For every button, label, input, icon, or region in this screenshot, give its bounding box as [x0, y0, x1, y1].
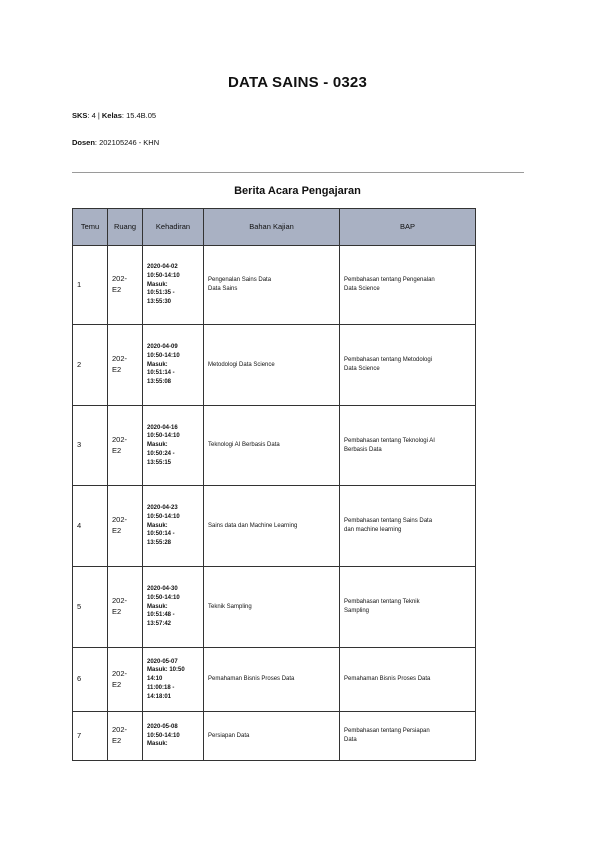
- cell-kehadiran: 2020-04-09 10:50-14:10 Masuk: 10:51:14 - 13:55:08: [143, 325, 204, 406]
- teaching-record-table: [72, 208, 476, 761]
- cell-temu: 6: [73, 648, 108, 712]
- kelas-value: : 15.4B.05: [121, 111, 157, 120]
- cell-temu: 5: [73, 567, 108, 648]
- dosen-value: : 202105246 - KHN: [94, 138, 160, 147]
- cell-bahan: Pemahaman Bisnis Proses Data: [204, 648, 340, 712]
- cell-bap: Pembahasan tentang Sains Data dan machine learning: [340, 486, 476, 567]
- table-header-row: [73, 209, 476, 246]
- sks-label: SKS: [72, 111, 88, 120]
- cell-kehadiran: 2020-04-16 10:50-14:10 Masuk: 10:50:24 - 13:55:15: [143, 406, 204, 486]
- course-meta: [72, 111, 156, 120]
- cell-bahan: Persiapan Data: [204, 712, 340, 761]
- dosen-label: Dosen: [72, 138, 95, 147]
- divider: [72, 172, 524, 173]
- col-ruang: Ruang: [108, 209, 143, 246]
- cell-kehadiran: 2020-05-07 Masuk: 10:50 14:10 11:00:18 - 14:18:01: [143, 648, 204, 712]
- cell-ruang: 202- E2: [108, 648, 143, 712]
- cell-bahan: Teknologi AI Berbasis Data: [204, 406, 340, 486]
- col-kehadiran: Kehadiran: [143, 209, 204, 246]
- table-row: [73, 648, 476, 712]
- cell-bahan: Metodologi Data Science: [204, 325, 340, 406]
- table-row: [73, 246, 476, 325]
- table-row: [73, 712, 476, 761]
- table-row: [73, 406, 476, 486]
- kelas-label: Kelas: [101, 111, 122, 120]
- cell-temu: 7: [73, 712, 108, 761]
- sks-value: : 4 |: [87, 111, 102, 120]
- cell-ruang: 202- E2: [108, 325, 143, 406]
- cell-bap: Pembahasan tentang Persiapan Data: [340, 712, 476, 761]
- page-title: DATA SAINS - 0323: [228, 74, 367, 91]
- cell-temu: 3: [73, 406, 108, 486]
- cell-kehadiran: 2020-05-08 10:50-14:10 Masuk:: [143, 712, 204, 761]
- cell-ruang: 202- E2: [108, 486, 143, 567]
- cell-bahan: Sains data dan Machine Learning: [204, 486, 340, 567]
- lecturer-meta: [72, 138, 159, 147]
- cell-ruang: 202- E2: [108, 246, 143, 325]
- cell-bahan: Pengenalan Sains Data Data Sains: [204, 246, 340, 325]
- cell-bap: Pemahaman Bisnis Proses Data: [340, 648, 476, 712]
- cell-bap: Pembahasan tentang Teknik Sampling: [340, 567, 476, 648]
- cell-bahan: Teknik Sampling: [204, 567, 340, 648]
- table-row: [73, 486, 476, 567]
- cell-bap: Pembahasan tentang Metodologi Data Science: [340, 325, 476, 406]
- section-title: Berita Acara Pengajaran: [234, 185, 361, 197]
- cell-bap: Pembahasan tentang Teknologi AI Berbasis Data: [340, 406, 476, 486]
- cell-kehadiran: 2020-04-02 10:50-14:10 Masuk: 10:51:35 - 13:55:30: [143, 246, 204, 325]
- cell-temu: 4: [73, 486, 108, 567]
- table-row: [73, 325, 476, 406]
- cell-kehadiran: 2020-04-23 10:50-14:10 Masuk: 10:50:14 - 13:55:28: [143, 486, 204, 567]
- cell-temu: 1: [73, 246, 108, 325]
- cell-ruang: 202- E2: [108, 712, 143, 761]
- cell-kehadiran: 2020-04-30 10:50-14:10 Masuk: 10:51:48 - 13:57:42: [143, 567, 204, 648]
- col-temu: Temu: [73, 209, 108, 246]
- cell-bap: Pembahasan tentang Pengenalan Data Science: [340, 246, 476, 325]
- cell-ruang: 202- E2: [108, 406, 143, 486]
- table-row: [73, 567, 476, 648]
- cell-temu: 2: [73, 325, 108, 406]
- col-bahan-kajian: Bahan Kajian: [204, 209, 340, 246]
- col-bap: BAP: [340, 209, 476, 246]
- cell-ruang: 202- E2: [108, 567, 143, 648]
